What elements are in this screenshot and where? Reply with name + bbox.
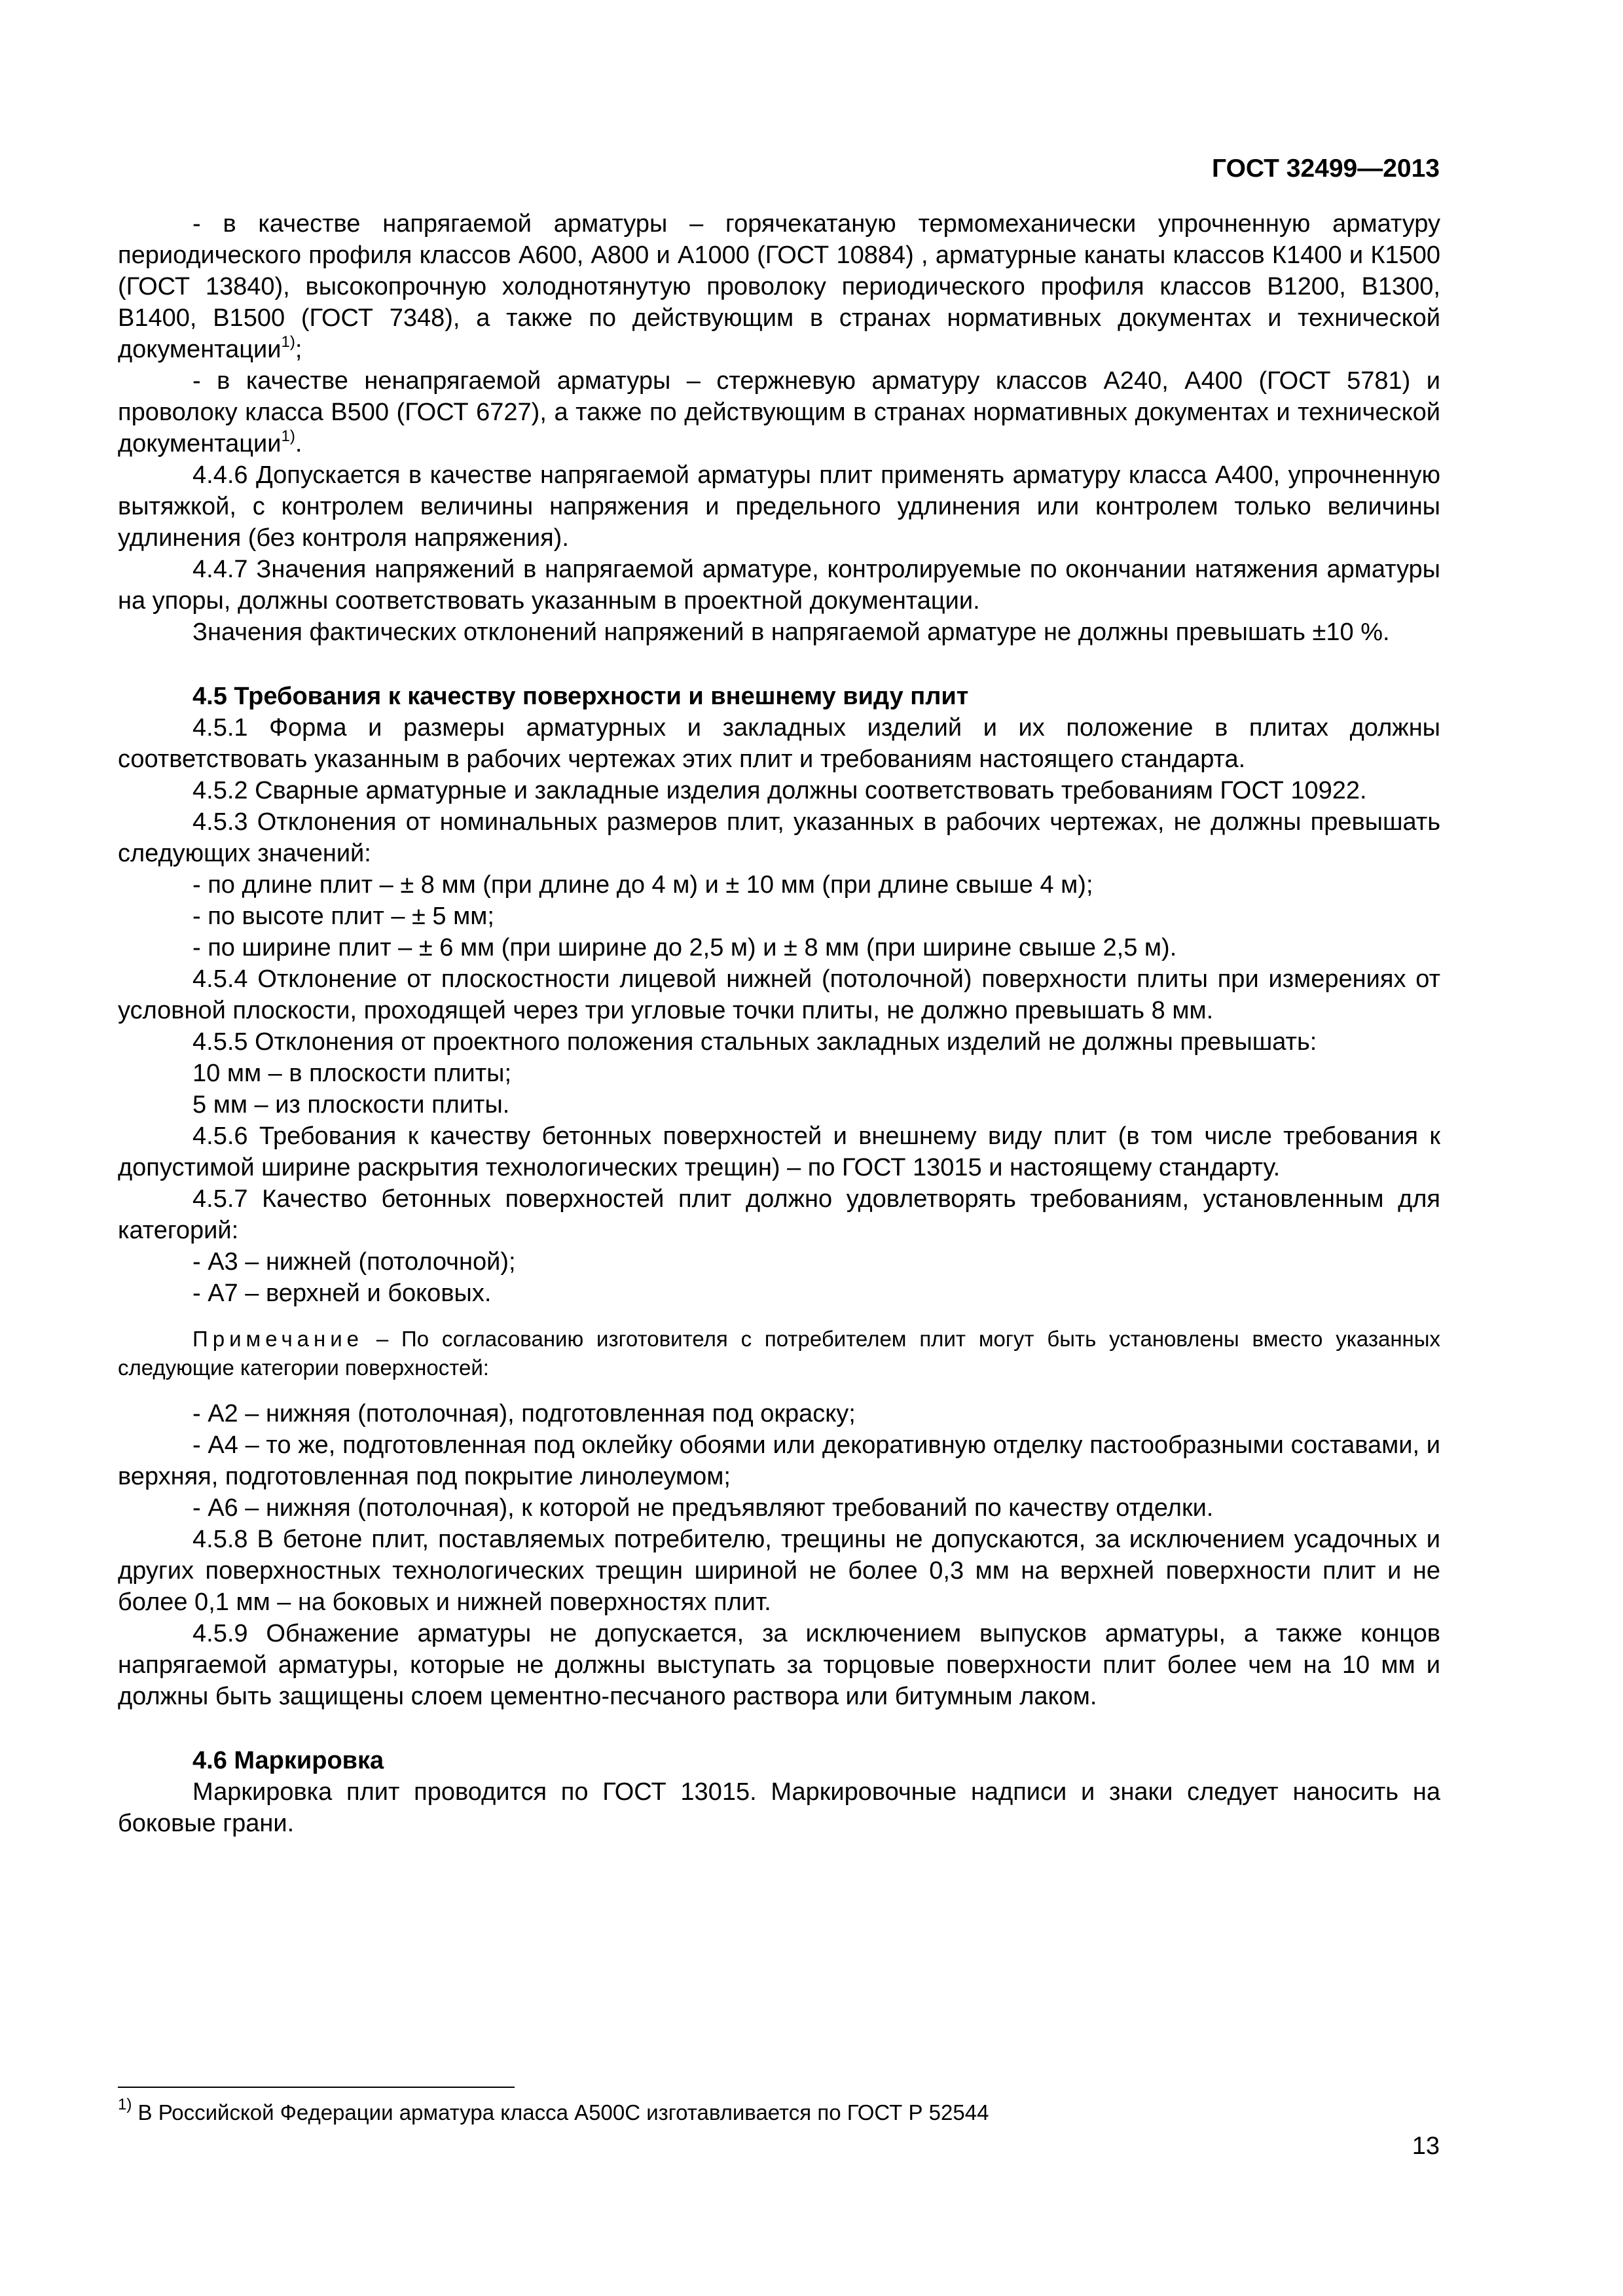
paragraph-4-5-6: 4.5.6 Требования к качеству бетонных поверхностей и внешнему виду плит (в том числе требования к допустимой ширине раскрытия технологических трещин) – по ГОСТ 13015 и настоящему стандарту. (118, 1122, 1440, 1181)
paragraph-4-5-7: 4.5.7 Качество бетонных поверхностей плит должно удовлетворять требованиям, установленным для категорий: (118, 1185, 1440, 1244)
document-header: ГОСТ 32499—2013 (1212, 154, 1440, 183)
paragraph (118, 365, 1440, 459)
paragraph: Маркировка плит проводится по ГОСТ 13015. Маркировочные надписи и знаки следует наносить на боковые грани. (118, 1778, 1440, 1837)
paragraph-text: . (295, 430, 302, 457)
paragraph-text: - в качестве напрягаемой арматуры – горячекатаную термомеханически упрочненную арматуру периодического профиля классов А600, А800 и А1000 (ГОСТ 10884) , арматурные канаты классов К1400 и К1500 (ГОСТ 13840), высокопрочную холоднотянутую проволоку периодического профиля классов В1200, В1300, В1400, В1500 (ГОСТ 7348), а также по действующим в странах нормативных документах и технической документации (118, 210, 1440, 363)
page-number: 13 (1412, 2132, 1440, 2160)
list-item: - А7 – верхней и боковых. (192, 1280, 492, 1307)
list-item: - по высоте плит – ± 5 мм; (192, 903, 494, 930)
paragraph-4-5-5: 4.5.5 Отклонения от проектного положения стальных закладных изделий не должны превышать: (192, 1028, 1317, 1056)
paragraph (118, 208, 1440, 365)
note (118, 1325, 1440, 1382)
paragraph-4-5-8: 4.5.8 В бетоне плит, поставляемых потребителю, трещины не допускаются, за исключением усадочных и других поверхностных технологических трещин шириной не более 0,3 мм на верхней поверхности плит и не более 0,1 мм – на боковых и нижней поверхностях плит. (118, 1526, 1440, 1616)
paragraph-4-5-4: 4.5.4 Отклонение от плоскостности лицевой нижней (потолочной) поверхности плиты при измерениях от условной плоскости, проходящей через три угловые точки плиты, не должно превышать 8 мм. (118, 965, 1440, 1024)
paragraph-4-4-7: 4.4.7 Значения напряжений в напрягаемой арматуре, контролируемые по окончании натяжения арматуры на упоры, должны соответствовать указанным в проектной документации. (118, 556, 1440, 615)
paragraph-text: ; (295, 336, 302, 363)
footnote-text: В Российской Федерации арматура класса А500С изготавливается по ГОСТ Р 52544 (132, 2100, 989, 2125)
paragraph-4-5-1: 4.5.1 Форма и размеры арматурных и закладных изделий и их положение в плитах должны соответствовать указанным в рабочих чертежах этих плит и требованиям настоящего стандарта. (118, 714, 1440, 773)
list-item: 10 мм – в плоскости плиты; (192, 1060, 512, 1087)
list-item: 5 мм – из плоскости плиты. (192, 1091, 510, 1119)
list-item: - А4 – то же, подготовленная под оклейку обоями или декоративную отделку пастообразными составами, и верхняя, подготовленная под покрытие линолеумом; (118, 1431, 1440, 1490)
section-heading-4-5: 4.5 Требования к качеству поверхности и внешнему виду плит (192, 683, 969, 710)
paragraph-4-5-3: 4.5.3 Отклонения от номинальных размеров плит, указанных в рабочих чертежах, не должны превышать следующих значений: (118, 808, 1440, 867)
document-body (118, 208, 1440, 1839)
paragraph: Значения фактических отклонений напряжений в напрягаемой арматуре не должны превышать ±10 %. (192, 619, 1390, 646)
list-item: - по длине плит – ± 8 мм (при длине до 4 м) и ± 10 мм (при длине свыше 4 м); (192, 871, 1093, 899)
paragraph-4-5-9: 4.5.9 Обнажение арматуры не допускается, за исключением выпусков арматуры, а также концов напрягаемой арматуры, которые не должны выступать за торцовые поверхности плит более чем на 10 мм и должны быть защищены слоем цементно-песчаного раствора или битумным лаком. (118, 1620, 1440, 1710)
list-item: - А6 – нижняя (потолочная), к которой не предъявляют требований по качеству отделки. (192, 1494, 1214, 1522)
footnote-mark: 1) (118, 2096, 132, 2113)
footnote-ref: 1) (281, 427, 295, 445)
note-text: – По согласованию изготовителя с потребителем плит могут быть установлены вместо указанных следующие категории поверхностей: (118, 1327, 1440, 1380)
list-item: - А2 – нижняя (потолочная), подготовленная под окраску; (192, 1400, 856, 1427)
footnote-ref: 1) (281, 333, 295, 351)
note-label: Примечание (192, 1327, 364, 1351)
footnote (118, 2098, 989, 2127)
list-item: - по ширине плит – ± 6 мм (при ширине до 2,5 м) и ± 8 мм (при ширине свыше 2,5 м). (192, 934, 1177, 961)
paragraph-text: - в качестве ненапрягаемой арматуры – стержневую арматуру классов А240, А400 (ГОСТ 5781) и проволоку класса В500 (ГОСТ 6727), а также по действующим в странах нормативных документах и технической документации (118, 367, 1440, 457)
paragraph-4-5-2: 4.5.2 Сварные арматурные и закладные изделия должны соответствовать требованиям ГОСТ 10922. (192, 777, 1367, 804)
section-heading-4-6: 4.6 Маркировка (192, 1747, 384, 1774)
list-item: - А3 – нижней (потолочной); (192, 1248, 516, 1276)
footnote-divider (118, 2087, 515, 2088)
paragraph-4-4-6: 4.4.6 Допускается в качестве напрягаемой арматуры плит применять арматуру класса А400, упрочненную вытяжкой, с контролем величины напряжения и предельного удлинения или контролем только величины удлинения (без контроля напряжения). (118, 461, 1440, 552)
